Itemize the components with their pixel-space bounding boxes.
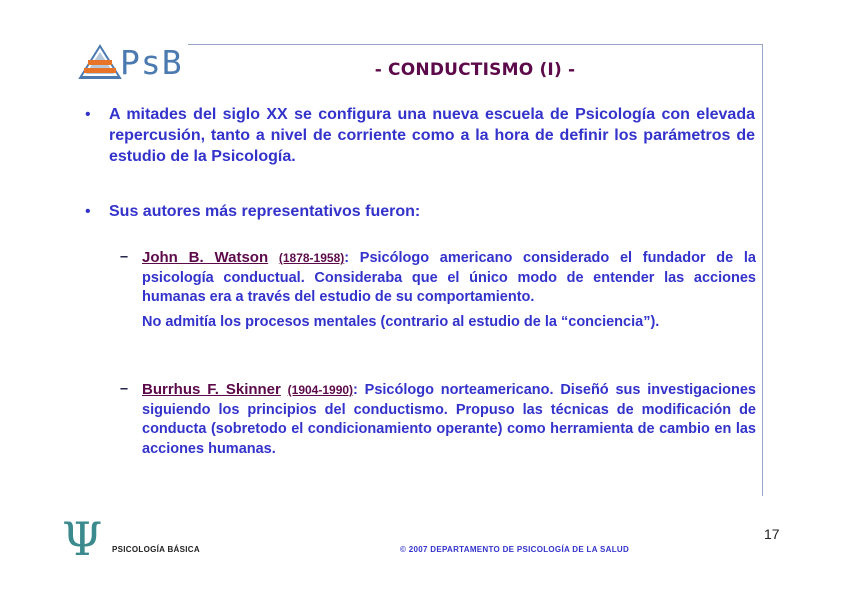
author-description: : Psicólogo norteamericano. Diseñó sus investigaciones siguiendo los principios del conductismo. Propuso las técnicas de modificación de conducta (sobretodo el condicionamiento operante) como herramienta de cambio en las acciones humanas.: [142, 382, 756, 457]
footer-course-name: PSICOLOGÍA BÁSICA: [112, 545, 200, 554]
header-rule: [188, 44, 763, 45]
author-extra-note: No admitía los procesos mentales (contrario al estudio de la “conciencia”).: [142, 313, 660, 330]
author-name-link[interactable]: Burrhus F. Skinner: [142, 381, 281, 398]
author-item-skinner: [120, 380, 756, 459]
psi-logo-icon: Ψ: [62, 512, 103, 566]
author-name-link[interactable]: John B. Watson: [142, 249, 269, 266]
page-title: - CONDUCTISMO (I) -: [374, 60, 576, 80]
right-rule: [762, 44, 763, 496]
psb-logo: [78, 40, 184, 84]
dash-marker: –: [120, 249, 129, 265]
footer-copyright: © 2007 DEPARTAMENTO DE PSICOLOGÍA DE LA SALUD: [400, 545, 630, 554]
author-text: [142, 248, 756, 308]
bullet-text: Sus autores más representativos fueron:: [109, 203, 421, 220]
author-item-watson: [120, 248, 756, 332]
author-dates[interactable]: (1904-1990): [287, 383, 354, 397]
dash-marker: –: [120, 381, 129, 397]
bullet-marker: •: [85, 203, 91, 220]
author-dates[interactable]: (1878-1958): [278, 251, 345, 265]
bullet-item: [85, 201, 755, 222]
page-number: 17: [764, 526, 780, 542]
bullet-text: A mitades del siglo XX se configura una nueva escuela de Psicología con elevada repercusión, tanto a nivel de corriente como a la hora de definir los parámetros de estudio de la Psicología.: [109, 106, 755, 165]
logo-triangle-icon: [78, 40, 122, 84]
logo-text: PsB: [120, 43, 183, 82]
bullet-item: [85, 104, 755, 167]
bullet-marker: •: [85, 106, 91, 123]
author-description: : Psicólogo americano considerado el fundador de la psicología conductual. Consideraba que el único modo de entender las acciones humanas era a través del estudio de su comportamiento.: [142, 250, 756, 305]
author-text: [142, 380, 756, 459]
